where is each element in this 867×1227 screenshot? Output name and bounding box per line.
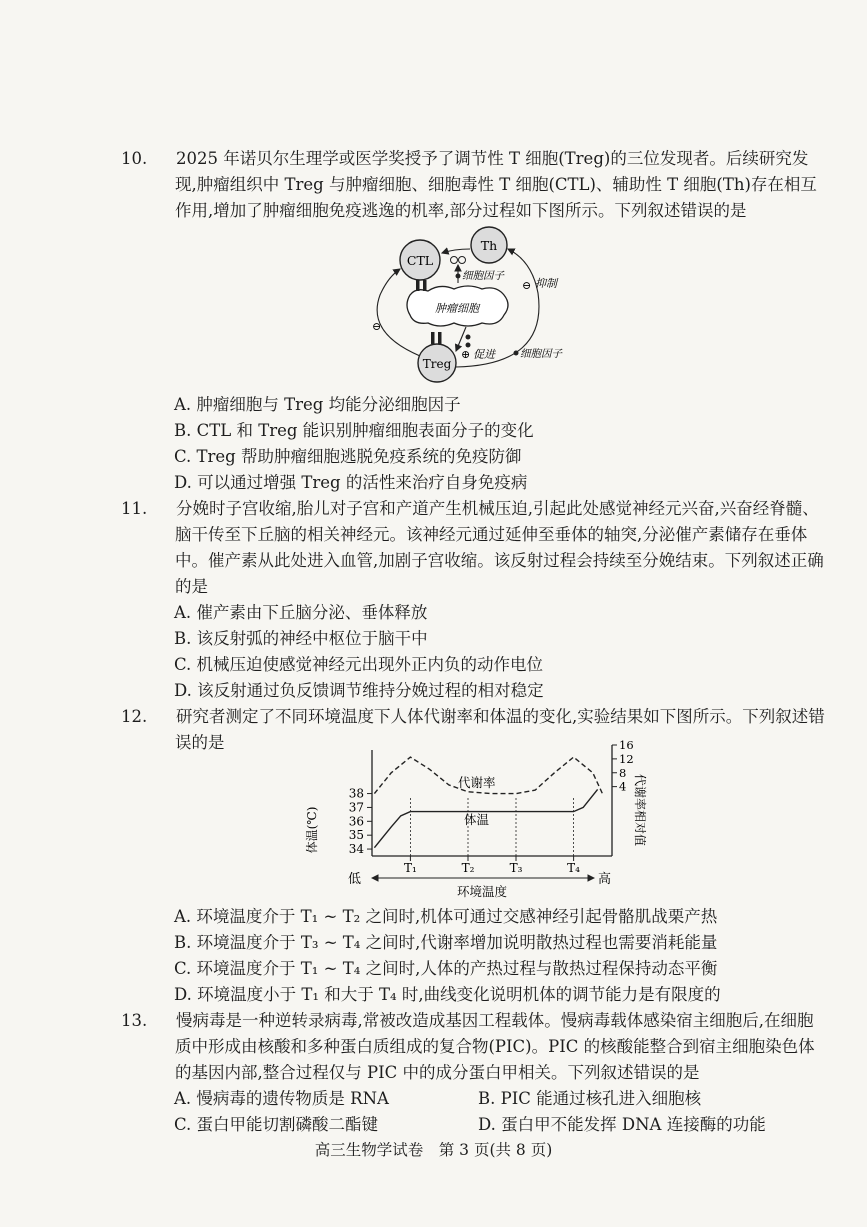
x-axis-label: 环境温度	[456, 884, 508, 899]
option-d[interactable]: D. 该反射通过负反馈调节维持分娩过程的相对稳定	[174, 681, 544, 700]
option-d[interactable]: D. 蛋白甲不能发挥 DNA 连接酶的功能	[478, 1115, 766, 1134]
plus-sign: ⊕	[461, 348, 471, 361]
question-stem: 慢病毒是一种逆转录病毒,常被改造成基因工程载体。慢病毒载体感染宿主细胞后,在细胞质中形成由核酸和多种蛋白质组成的复合物(PIC)。PIC 的核酸能整合到宿主细胞染色体的基因内部,整合过程仅与 PIC 中的成分蛋白甲相关。下列叙述错误的是	[175, 1011, 815, 1082]
question-stem: 2025 年诺贝尔生理学或医学奖授予了调节性 T 细胞(Treg)的三位发现者。后续研究发现,肿瘤组织中 Treg 与肿瘤细胞、细胞毒性 T 细胞(CTL)、辅助性 T 细胞(Th)存在相互作用,增加了肿瘤细胞免疫逃逸的机率,部分过程如下图所示。下列叙述错误的是	[175, 149, 817, 220]
option-d[interactable]: D. 环境温度小于 T₁ 和大于 T₄ 时,曲线变化说明机体的调节能力是有限度的	[174, 985, 721, 1004]
receptor-mark	[431, 332, 435, 344]
arrow-th-ctl	[442, 249, 470, 253]
option-c[interactable]: C. 机械压迫使感觉神经元出现外正内负的动作电位	[174, 655, 544, 674]
x-low-label: 低	[348, 872, 362, 887]
minus-sign: ⊖	[522, 279, 532, 292]
y-left-tick-label: 36	[348, 814, 364, 829]
y-left-tick-label: 37	[348, 800, 364, 815]
x-tick-label: T₂	[461, 861, 475, 875]
treg-label: Treg	[422, 357, 452, 371]
x-tick-label: T₁	[403, 861, 417, 875]
receptor-mark	[438, 332, 442, 344]
small-circle-mark	[459, 257, 466, 264]
question-10-options	[148, 392, 828, 496]
series-label-body-temp: 体温	[464, 812, 490, 827]
minus-sign: ⊖	[372, 320, 382, 333]
y-left-tick-label: 38	[348, 786, 364, 801]
receptor-mark	[416, 280, 420, 291]
y-axis-right-label: 代谢率相对值	[633, 773, 647, 847]
question-13	[121, 1008, 828, 1138]
y-right-tick-label: 4	[619, 779, 627, 794]
temperature-metabolism-chart	[300, 738, 647, 899]
series-label-metabolism: 代谢率	[458, 775, 496, 790]
receptor-mark	[423, 280, 427, 291]
y-right-tick-label: 16	[619, 738, 634, 752]
option-a[interactable]: A. 催产素由下丘脑分泌、垂体释放	[174, 603, 428, 622]
y-left-tick-label: 34	[348, 842, 364, 857]
option-c[interactable]: C. Treg 帮助肿瘤细胞逃脱免疫系统的免疫防御	[174, 447, 522, 466]
th-label: Th	[480, 238, 498, 253]
option-d[interactable]: D. 可以通过增强 Treg 的活性来治疗自身免疫病	[174, 473, 528, 492]
promote-label: 促进	[473, 348, 495, 361]
option-a[interactable]: A. 环境温度介于 T₁ ~ T₂ 之间时,机体可通过交感神经引起骨骼肌战栗产热	[174, 907, 718, 926]
option-c[interactable]: C. 环境温度介于 T₁ ~ T₄ 之间时,人体的产热过程与散热过程保持动态平衡	[174, 959, 718, 978]
question-number: 13.	[121, 1011, 148, 1030]
option-b[interactable]: B. 该反射弧的神经中枢位于脑干中	[174, 629, 428, 648]
question-number: 10.	[121, 149, 148, 168]
y-right-tick-label: 8	[619, 765, 627, 780]
x-high-label: 高	[598, 872, 612, 887]
option-b[interactable]: B. CTL 和 Treg 能识别肿瘤细胞表面分子的变化	[174, 421, 534, 440]
y-axis-left-label: 体温(℃)	[305, 806, 319, 854]
cytokine-dot	[466, 335, 471, 340]
x-tick-label: T₄	[567, 861, 581, 875]
option-a[interactable]: A. 肿瘤细胞与 Treg 均能分泌细胞因子	[174, 395, 461, 414]
cytokine-dot	[514, 351, 519, 356]
question-number: 12.	[121, 707, 148, 726]
question-stem: 研究者测定了不同环境温度下人体代谢率和体温的变化,实验结果如下图所示。下列叙述错误的是	[175, 707, 825, 752]
tumor-cell-label: 肿瘤细胞	[435, 302, 479, 315]
x-tick-label: T₃	[509, 861, 523, 875]
cytokine-bottom-label: 细胞因子	[520, 348, 562, 360]
option-a[interactable]: A. 慢病毒的遗传物质是 RNA	[174, 1089, 389, 1108]
y-right-tick-label: 12	[619, 751, 634, 766]
cytokine-top-label: 细胞因子	[462, 270, 504, 282]
question-11	[121, 496, 828, 704]
option-b[interactable]: B. 环境温度介于 T₃ ~ T₄ 之间时,代谢率增加说明散热过程也需要消耗能量	[174, 933, 718, 952]
question-10	[121, 146, 828, 224]
option-c[interactable]: C. 蛋白甲能切割磷酸二酯键	[174, 1115, 379, 1134]
ctl-label: CTL	[406, 253, 434, 268]
y-left-tick-label: 35	[348, 828, 364, 843]
cytokine-dot	[456, 274, 461, 279]
question-stem: 分娩时子宫收缩,胎儿对子宫和产道产生机械压迫,引起此处感觉神经元兴奋,兴奋经脊髓、脑干传至下丘脑的相关神经元。该神经元通过延伸至垂体的轴突,分泌催产素储存在垂体中。催产素从此处进入血管,加剧子宫收缩。该反射过程会持续至分娩结束。下列叙述正确的是	[175, 499, 824, 596]
immune-diagram	[358, 223, 608, 383]
page-footer: 高三生物学试卷 第 3 页(共 8 页)	[314, 1141, 553, 1159]
small-circle-mark	[451, 257, 458, 264]
question-12-options	[148, 904, 828, 1008]
question-number: 11.	[121, 499, 148, 518]
option-b[interactable]: B. PIC 能通过核孔进入细胞核	[478, 1089, 702, 1108]
cytokine-dot	[466, 343, 471, 348]
inhibit-label: 抑制	[535, 277, 557, 290]
